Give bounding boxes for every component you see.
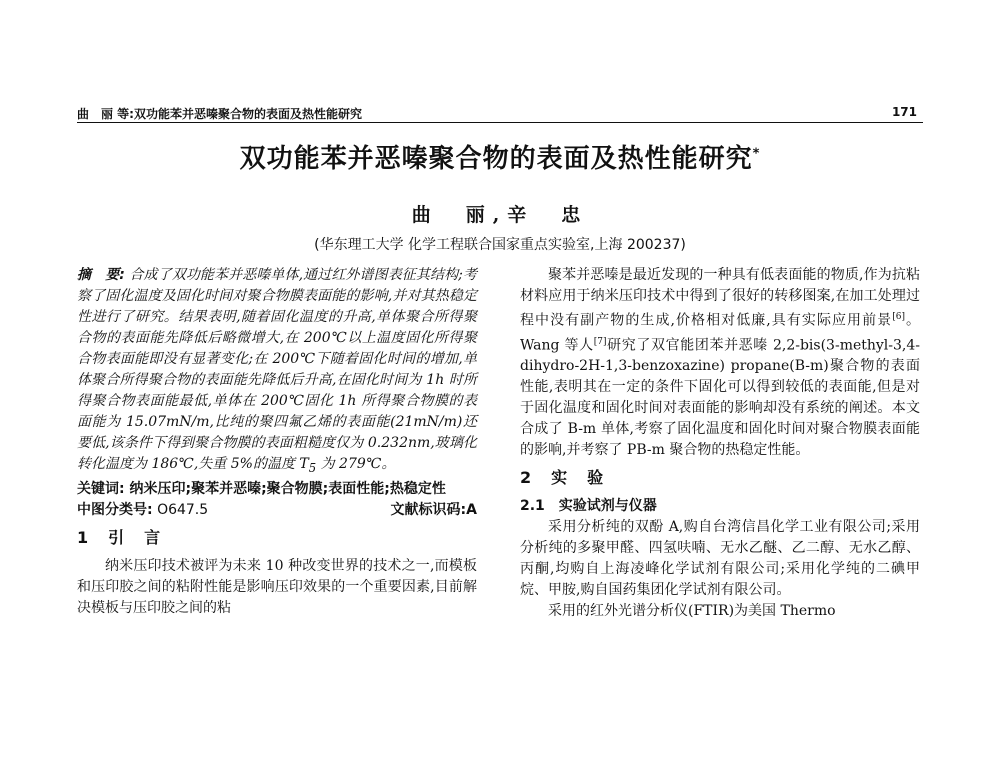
right-column <box>520 265 920 622</box>
paper-title <box>0 138 1000 175</box>
title-footnote-mark: * <box>752 146 761 162</box>
intro-paragraph-2 <box>520 265 920 461</box>
abstract <box>77 265 477 479</box>
instruments-paragraph: 采用的红外光谱分析仪(FTIR)为美国 Thermo <box>548 603 836 620</box>
keywords-label: 关键词: <box>77 480 125 497</box>
document-code <box>391 500 477 521</box>
abstract-label: 摘 要: <box>77 267 125 283</box>
abstract-tail: 为 279℃。 <box>316 456 396 472</box>
intro2-part-b: 。Wang 等人 <box>520 312 921 354</box>
intro2-part-a: 聚苯并恶嗪是最近发现的一种具有低表面能的物质,作为抗粘材料应用于纳米压印技术中得到了很好的转移图案,在加工处理过程中没有副产物的生成,价格相对低廉,具有实际应用前景 <box>520 267 920 329</box>
paper-authors: 曲 丽,辛 忠 <box>411 204 589 226</box>
citation-6: [6] <box>892 312 905 322</box>
abstract-text: 合成了双功能苯并恶嗪单体,通过红外谱图表征其结构;考察了固化温度及固化时间对聚合物膜表面能的影响,并对其热稳定性进行了研究。结果表明,随着固化温度的升高,单体聚合所得聚合物的表面能先降低后略微增大,在 200℃以上温度固化所得聚合物表面能即没有显著变化;在 200℃下随着固化时间的增加,单体聚合所得聚合物的表面能先降低后升高,在固化时间为 1h 时所得聚合物表面能最低,单体在 200℃固化 1h 所得聚合物膜的表面能为 15.07mN/m,比纯的聚四氟乙烯的表面能(21mN/m)还要低,该条件下得到聚合物膜的表面粗糙度仅为 0.232nm,玻璃化转化温度为 186℃,失重 5%的温度 T <box>77 267 477 472</box>
doc-value: A <box>466 501 477 518</box>
intro2-part-c: 研究了双官能团苯并恶嗪 2,2-bis(3-methyl-3,4-dihydro-2H-1,3-benzoxazine) propane(B-m)聚合物的表面性能,表明其在一定的条件下固化可以得到较低的表面能,但是对于固化温度和固化时间对表面能的影响却没有系统的阐述。本文合成了 B-m 单体,考察了固化温度和固化时间对聚合物膜表面能的影响,并考察了 PB-m 聚合物的热稳定性能。 <box>520 337 921 459</box>
clc-label: 中图分类号: <box>77 501 153 518</box>
doc-label: 文献标识码: <box>390 501 467 518</box>
reagents-paragraph: 采用分析纯的双酚 A,购自台湾信昌化学工业有限公司;采用分析纯的多聚甲醛、四氢呋喃、无水乙醚、乙二醇、无水乙醇、丙酮,均购自上海凌峰化学试剂有限公司;采用化学纯的二碘甲烷、甲胺,购自国药集团化学试剂有限公司。 <box>520 519 920 599</box>
left-column <box>77 265 477 619</box>
keywords <box>77 479 477 500</box>
clc-value: O647.5 <box>157 501 209 518</box>
abstract-subscript: 5 <box>308 460 317 475</box>
keywords-text: 纳米压印;聚苯并恶嗪;聚合物膜;表面性能;热稳定性 <box>129 480 446 497</box>
section-2-heading: 2 实 验 <box>520 468 606 488</box>
intro-paragraph: 纳米压印技术被评为未来 10 种改变世界的技术之一,而模板和压印胶之间的粘附性能是影响压印效果的一个重要因素,目前解决模板与压印胶之间的粘 <box>77 557 477 616</box>
subsection-2-1-heading: 2.1 实验试剂与仪器 <box>520 498 657 515</box>
section-1-heading: 1 引 言 <box>77 527 163 547</box>
running-header <box>77 104 923 123</box>
paper-title-text: 双功能苯并恶嗪聚合物的表面及热性能研究 <box>239 144 753 174</box>
citation-7: [7] <box>593 336 607 347</box>
running-title: 曲 丽 等:双功能苯并恶嗪聚合物的表面及热性能研究 <box>77 107 362 121</box>
classification-line <box>77 500 477 521</box>
page-number: 171 <box>891 105 917 119</box>
paper-affiliation: (华东理工大学 化学工程联合国家重点实验室,上海 200237) <box>314 237 686 253</box>
